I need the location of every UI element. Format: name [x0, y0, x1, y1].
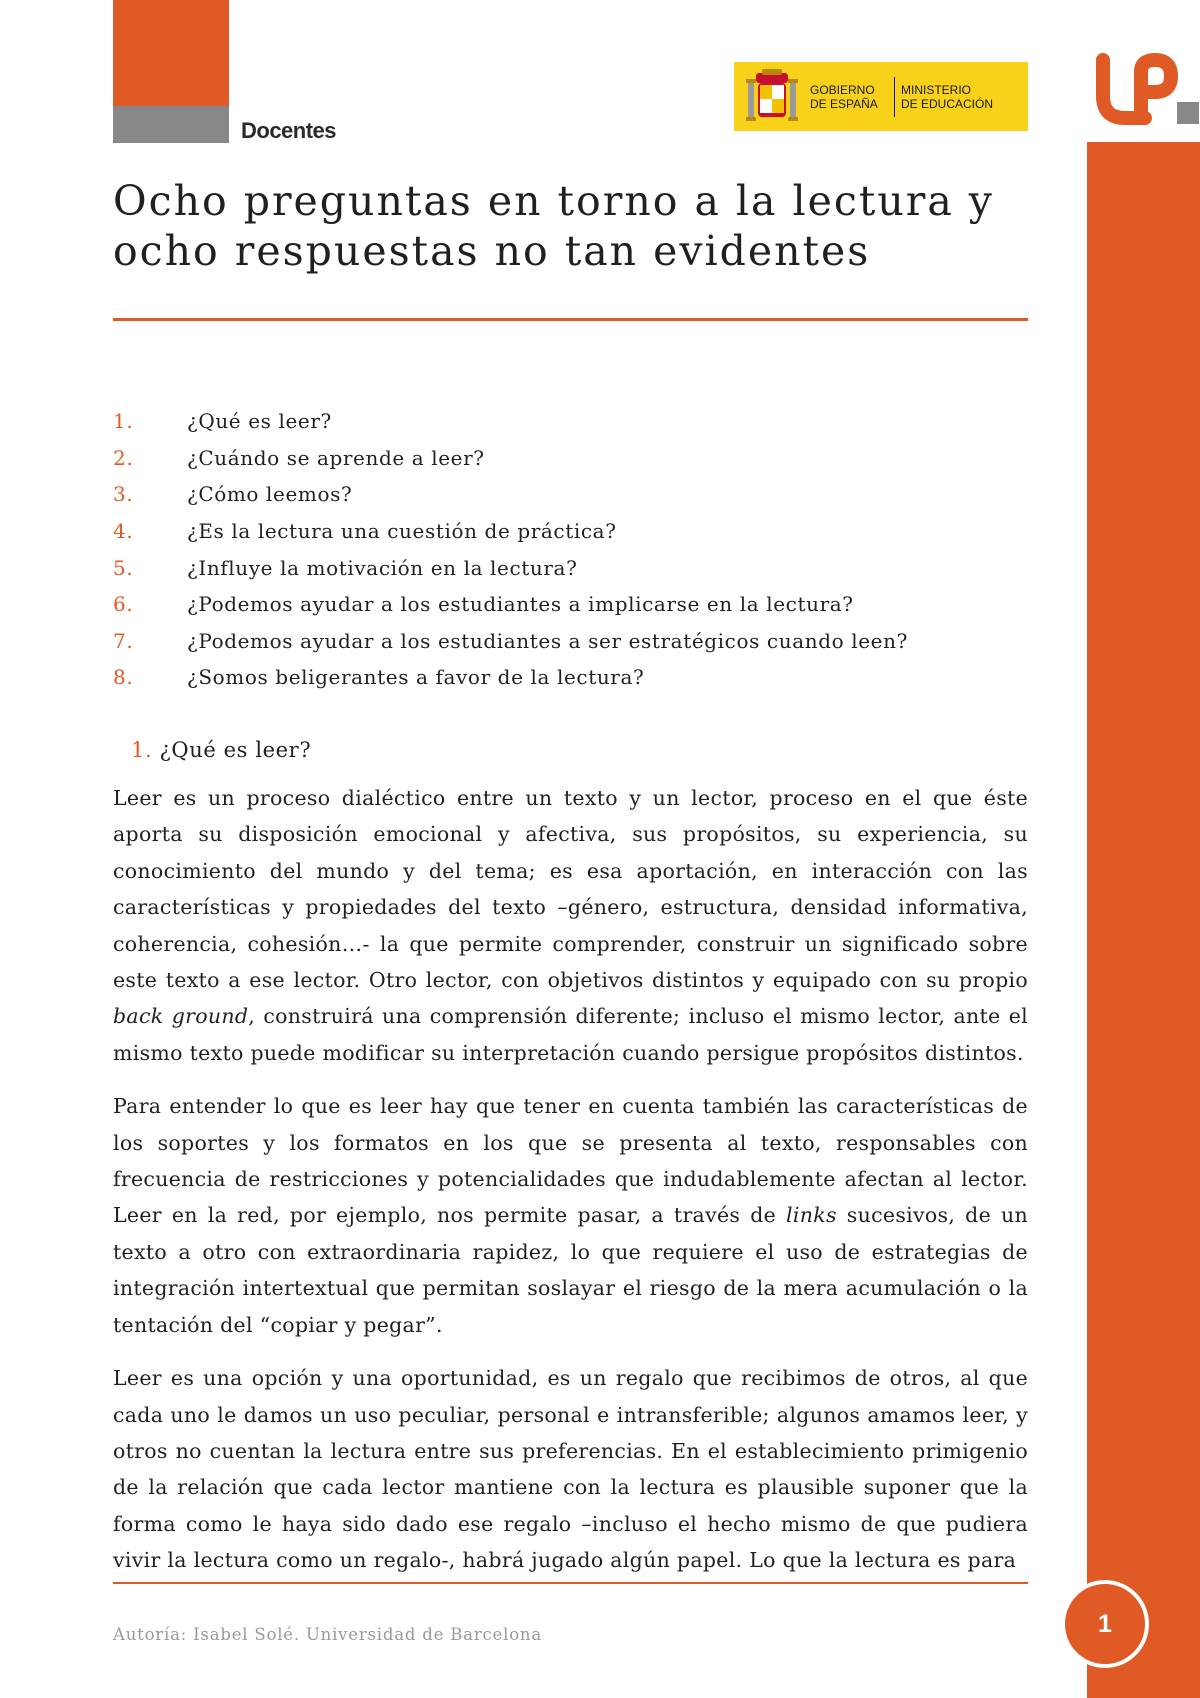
paragraph: Leer es una opción y una oportunidad, es un regalo que recibimos de otros, al que cada uno le damos un uso peculiar, personal e intransferible; algunos amamos leer, y otros no cuentan la lectura entre sus preferencias. En el establecimiento primigenio de la relación que cada lector mantiene con la lectura es plausible suponer que la forma como le haya sido dado ese regalo –incluso el hecho mismo de que pudiera vivir la lectura como un regalo-, habrá jugado algún papel. Lo que la lectura es para	[113, 1366, 1028, 1573]
gov-text-ministerio: MINISTERIO DE EDUCACIÓN	[901, 82, 994, 111]
question-item: 6. ¿Podemos ayudar a los estudiantes a implicarse en la lectura?	[113, 592, 854, 617]
orange-sidebar	[1087, 142, 1200, 1698]
question-list	[113, 403, 908, 696]
title-divider	[113, 318, 1028, 321]
footer-divider	[113, 1582, 1028, 1584]
question-item: 4. ¿Es la lectura una cuestión de práctica?	[113, 519, 617, 544]
gov-text-gobierno: GOBIERNO DE ESPAÑA	[810, 82, 878, 111]
coat-of-arms-icon	[742, 67, 802, 127]
question-item: 5. ¿Influye la motivación en la lectura?	[113, 555, 578, 580]
question-item: 2. ¿Cuándo se aprende a leer?	[113, 445, 485, 470]
section-label: Docentes	[241, 118, 337, 143]
question-item: 1. ¿Qué es leer?	[113, 409, 332, 434]
header-gray-block	[113, 106, 229, 143]
question-item: 8. ¿Somos beligerantes a favor de la lectura?	[113, 665, 645, 690]
header-orange-block	[113, 0, 229, 106]
gov-divider	[894, 77, 895, 117]
government-logo	[734, 62, 1028, 131]
question-item: 7. ¿Podemos ayudar a los estudiantes a ser estratégicos cuando leen?	[113, 628, 908, 653]
paragraph: Para entender lo que es leer hay que tener en cuenta también las características de los soportes y los formatos en los que se presenta al texto, responsables con frecuencia de restricciones y potencialidades que indudablemente afectan al lector. Leer en la red, por ejemplo, nos permite pasar, a través de links sucesivos, de un texto a otro con extraordinaria rapidez, lo que requiere el uso de estrategias de integración intertextual que permitan soslayar el riesgo de la mera acumulación o la tentación del “copiar y pegar”.	[113, 1094, 1028, 1337]
page-title: Ocho preguntas en torno a la lectura y ocho respuestas no tan evidentes	[113, 177, 994, 275]
lp-logo-icon	[1085, 52, 1200, 134]
page-number-badge: 1	[1061, 1580, 1149, 1668]
footer-author: Autoría: Isabel Solé. Universidad de Barcelona	[113, 1625, 542, 1644]
section-heading: 1. ¿Qué es leer?	[131, 738, 312, 762]
body-text	[113, 780, 1028, 1596]
paragraph: Leer es un proceso dialéctico entre un texto y un lector, proceso en el que éste aporta su disposición emocional y afectiva, sus propósitos, su experiencia, su conocimiento del mundo y del tema; es esa aportación, en interacción con las características y propiedades del texto –género, estructura, densidad informativa, coherencia, cohesión…- la que permite comprender, construir un significado sobre este texto a ese lector. Otro lector, con objetivos distintos y equipado con su propio back ground, construirá una comprensión diferente; incluso el mismo lector, ante el mismo texto puede modificar su interpretación cuando persigue propósitos distintos.	[113, 786, 1028, 1065]
question-item: 3. ¿Cómo leemos?	[113, 482, 353, 507]
